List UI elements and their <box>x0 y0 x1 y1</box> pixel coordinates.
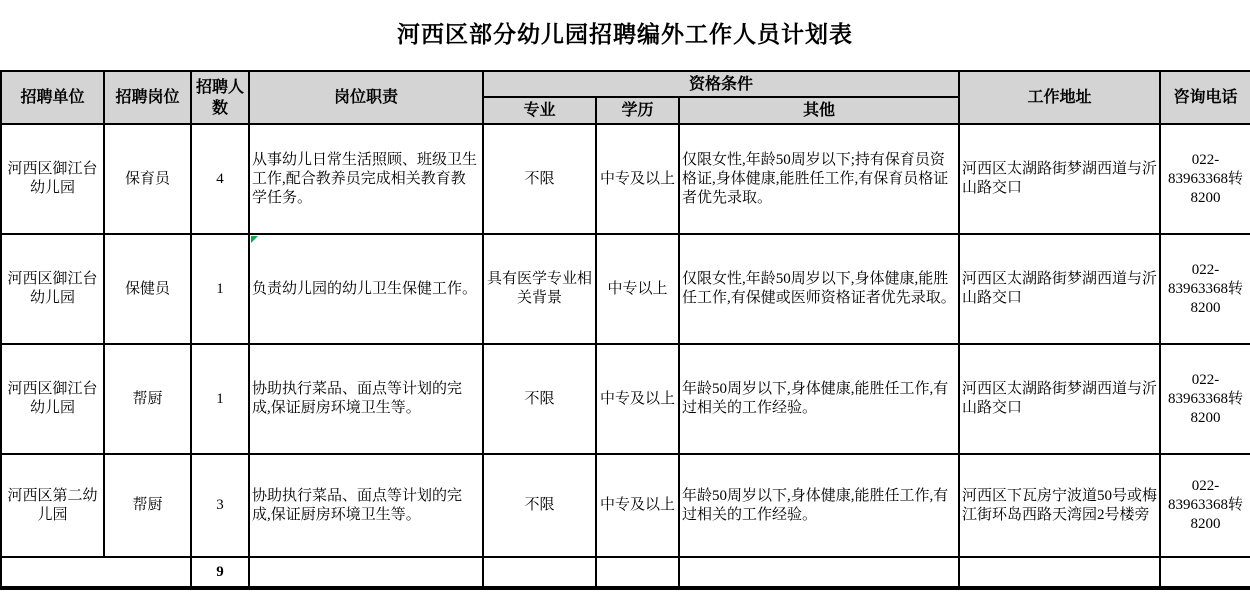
cell-text: 从事幼儿日常生活照顾、班级卫生工作,配合教养员完成相关教育教学任务。 <box>252 151 478 206</box>
cell-address <box>959 344 1160 454</box>
summary-row <box>1 557 1250 588</box>
cell-text: 河西区御江台幼儿园 <box>7 381 98 416</box>
cell-count <box>191 124 249 234</box>
cell-duties <box>249 234 483 344</box>
cell-unit <box>1 124 104 234</box>
cell-phone <box>1160 344 1250 454</box>
cell-comment-marker <box>251 236 258 243</box>
cell-address <box>959 124 1160 234</box>
header-other: 其他 <box>679 97 959 124</box>
header-education: 学历 <box>596 97 679 124</box>
empty-cell <box>679 557 959 588</box>
cell-unit <box>1 234 104 344</box>
cell-phone <box>1160 124 1250 234</box>
header-address: 工作地址 <box>959 71 1160 124</box>
cell-text: 协助执行菜品、面点等计划的完成,保证厨房环境卫生等。 <box>252 487 463 523</box>
empty-cell <box>1 557 191 588</box>
table-row <box>1 234 1250 344</box>
empty-cell <box>596 557 679 588</box>
cell-major <box>483 234 596 344</box>
cell-position <box>104 454 191 557</box>
cell-phone <box>1160 234 1250 344</box>
cell-text: 河西区御江台幼儿园 <box>7 161 98 196</box>
cell-text: 022-83963368转8200 <box>1168 151 1244 206</box>
cell-text: 保健员 <box>124 280 170 297</box>
cell-text: 中专以上 <box>607 280 668 297</box>
cell-text: 1 <box>216 280 224 297</box>
cell-education <box>596 124 679 234</box>
cell-text: 河西区下瓦房宁波道50号或梅江街环岛西路天湾园2号楼旁 <box>962 487 1158 523</box>
cell-text: 仅限女性,年龄50周岁以下;持有保育员资格证,身体健康,能胜任工作,有保育员格证者优先录取。 <box>682 151 949 206</box>
cell-other <box>679 124 959 234</box>
header-qualifications: 资格条件 <box>483 71 959 97</box>
header-unit: 招聘单位 <box>1 71 104 124</box>
cell-text: 仅限女性,年龄50周岁以下,身体健康,能胜任工作,有保健或医师资格证者优先录取。 <box>682 271 956 306</box>
cell-text: 河西区太湖路街梦湖西道与沂山路交口 <box>962 271 1158 306</box>
table-body <box>1 124 1250 557</box>
cell-position <box>104 234 191 344</box>
cell-other <box>679 454 959 557</box>
empty-cell <box>1160 557 1250 588</box>
cell-major <box>483 344 596 454</box>
cell-text: 3 <box>216 497 224 513</box>
cell-education <box>596 234 679 344</box>
cell-text: 不限 <box>524 390 555 407</box>
header-duties: 岗位职责 <box>249 71 483 124</box>
cell-address <box>959 454 1160 557</box>
cell-count <box>191 454 249 557</box>
table-row <box>1 454 1250 557</box>
empty-cell <box>483 557 596 588</box>
cell-text: 中专及以上 <box>599 170 675 187</box>
cell-position <box>104 124 191 234</box>
cell-text: 中专及以上 <box>599 497 675 513</box>
cell-text: 022-83963368转8200 <box>1168 371 1244 426</box>
header-count: 招聘人数 <box>191 71 249 124</box>
cell-education <box>596 344 679 454</box>
cell-other <box>679 344 959 454</box>
recruitment-table <box>0 70 1250 590</box>
cell-address <box>959 234 1160 344</box>
cell-text: 4 <box>216 170 224 187</box>
cell-text: 不限 <box>524 170 555 187</box>
cell-text: 022-83963368转8200 <box>1168 478 1244 532</box>
header-major: 专业 <box>483 97 596 124</box>
cell-text: 河西区御江台幼儿园 <box>7 271 98 306</box>
cell-education <box>596 454 679 557</box>
cell-text: 河西区太湖路街梦湖西道与沂山路交口 <box>962 381 1158 416</box>
header-position: 招聘岗位 <box>104 71 191 124</box>
cell-duties <box>249 344 483 454</box>
cell-major <box>483 124 596 234</box>
cell-unit <box>1 454 104 557</box>
total-count-cell <box>191 557 249 588</box>
cell-text: 不限 <box>524 497 555 513</box>
cell-text: 河西区第二幼儿园 <box>7 487 98 523</box>
cell-major <box>483 454 596 557</box>
cell-position <box>104 344 191 454</box>
cell-unit <box>1 344 104 454</box>
cell-duties <box>249 124 483 234</box>
cell-text: 1 <box>216 390 224 407</box>
cell-text: 年龄50周岁以下,身体健康,能胜任工作,有过相关的工作经验。 <box>682 381 949 416</box>
cell-other <box>679 234 959 344</box>
cell-duties <box>249 454 483 557</box>
cell-text: 中专及以上 <box>599 390 675 407</box>
table-row <box>1 124 1250 234</box>
cell-text: 保育员 <box>124 170 170 187</box>
empty-cell <box>249 557 483 588</box>
total-count: 9 <box>216 563 224 580</box>
cell-text: 帮厨 <box>132 390 163 407</box>
cell-text: 022-83963368转8200 <box>1168 261 1244 316</box>
cell-count <box>191 234 249 344</box>
cell-text: 年龄50周岁以下,身体健康,能胜任工作,有过相关的工作经验。 <box>682 487 949 523</box>
cell-text: 具有医学专业相关背景 <box>486 271 592 306</box>
page-title: 河西区部分幼儿园招聘编外工作人员计划表 <box>397 22 853 47</box>
cell-count <box>191 344 249 454</box>
cell-text: 帮厨 <box>132 497 163 513</box>
table-row <box>1 344 1250 454</box>
cell-text: 河西区太湖路街梦湖西道与沂山路交口 <box>962 161 1158 196</box>
cell-text: 协助执行菜品、面点等计划的完成,保证厨房环境卫生等。 <box>252 381 463 416</box>
cell-text: 负责幼儿园的幼儿卫生保健工作。 <box>252 280 478 297</box>
cell-phone <box>1160 454 1250 557</box>
header-phone: 咨询电话 <box>1160 71 1250 124</box>
empty-cell <box>959 557 1160 588</box>
